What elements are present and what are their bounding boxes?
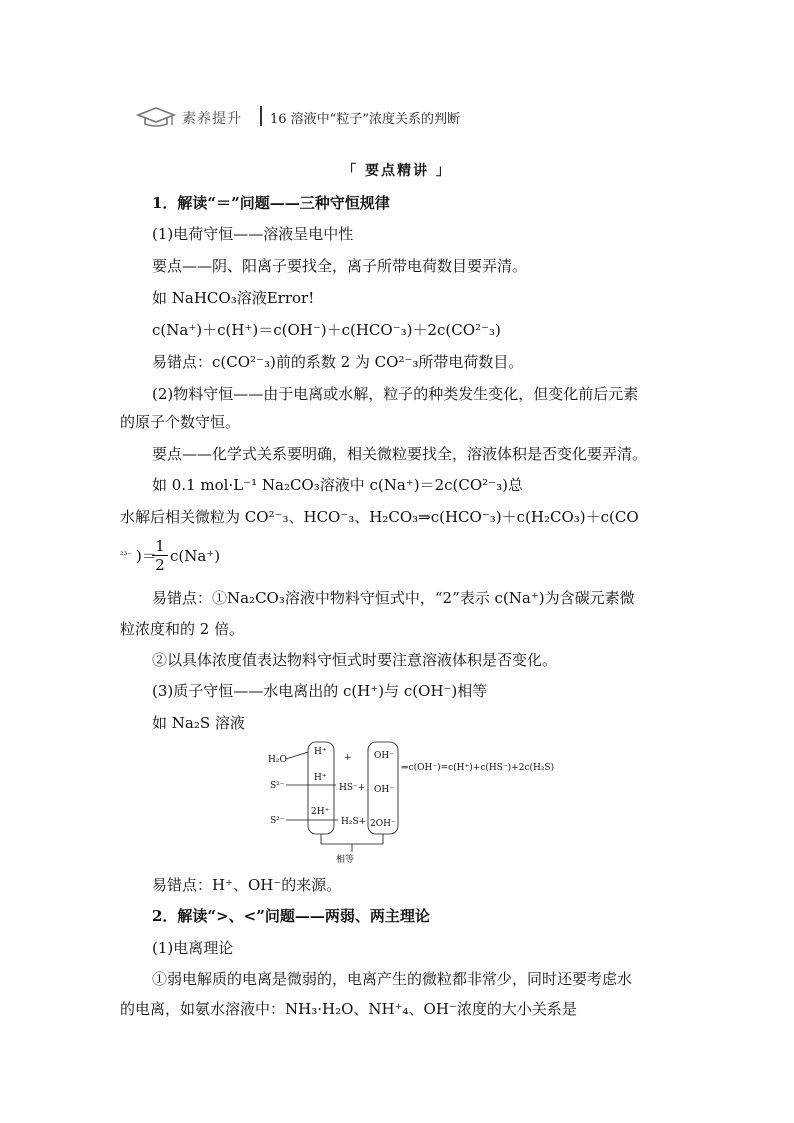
graduation-cap-icon: [136, 106, 178, 128]
text-line: 要点——阴、阳离子要找全，离子所带电荷数目要弄清。: [152, 257, 528, 275]
fraction-numerator: 1: [155, 537, 165, 555]
material-conservation-title: (2)物料守恒——由于电离或水解，粒子的种类发生变化，但变化前后元素: [152, 385, 639, 403]
proton-conservation-diagram: [264, 740, 564, 868]
equal-bracket: [321, 834, 383, 844]
section-heading: 「 要点精讲 」: [342, 163, 452, 179]
section-label: 素养提升: [182, 111, 242, 127]
lesson-title: 16 溶液中“粒子”浓度关系的判断: [270, 112, 460, 127]
text-line: 易错点：H⁺、OH⁻的来源。: [152, 876, 342, 894]
label-plus: +: [344, 753, 352, 763]
label-h2o: H₂O: [268, 755, 287, 765]
proton-conservation-title: (3)质子守恒——水电离出的 c(H⁺)与 c(OH⁻)相等: [152, 682, 488, 700]
header-divider: [260, 106, 262, 126]
diagram-equation: ⇒c(OH⁻)=c(H⁺)+c(HS⁻)+2c(H₂S): [401, 763, 555, 773]
text-line: 如 NaHCO₃溶液Error!: [152, 289, 315, 307]
text-line: ②以具体浓度值表达物料守恒式时要注意溶液体积是否变化。: [152, 651, 558, 669]
text-line: 水解后相关微粒为 CO²⁻₃、HCO⁻₃、H₂CO₃⇒c(HCO⁻₃)＋c(H₂CO₃)＋c(CO: [120, 508, 639, 526]
label-h2s: H₂S+: [341, 817, 367, 827]
text-line: 的原子个数守恒。: [120, 413, 241, 431]
ionization-theory-title: (1)电离理论: [152, 939, 234, 957]
page-header: [136, 106, 676, 130]
label-s2-b: S²⁻: [270, 816, 285, 826]
text-line: ①弱电解质的电离是微弱的，电离产生的微粒都非常少，同时还要考虑水: [152, 970, 633, 988]
superscript-23: ²³⁻: [120, 551, 132, 561]
point-2-heading: 2．解读“>、<”问题——两弱、两主理论: [152, 907, 430, 925]
text-line: 粒浓度和的 2 倍。: [120, 620, 245, 638]
label-s2-a: S²⁻: [270, 781, 285, 791]
label-oh-1: OH⁻: [374, 751, 394, 761]
label-equal: 相等: [336, 855, 355, 865]
fraction-denominator: 2: [152, 555, 168, 574]
text-line: 易错点：①Na₂CO₃溶液中物料守恒式中，“2”表示 c(Na⁺)为含碳元素微: [152, 589, 635, 607]
charge-conservation-title: (1)电荷守恒——溶液呈电中性: [152, 225, 354, 243]
equation-line: c(Na⁺)＋c(H⁺)＝c(OH⁻)＋c(HCO⁻₃)＋2c(CO²⁻₃): [152, 321, 501, 339]
text-line: 要点——化学式关系要明确，相关微粒要找全，溶液体积是否变化要弄清。: [152, 445, 648, 463]
arrow-line: [286, 752, 308, 759]
equation-after: c(Na⁺): [170, 547, 221, 565]
text-line: 易错点：c(CO²⁻₃)前的系数 2 为 CO²⁻₃所带电荷数目。: [152, 353, 524, 371]
label-hplus-2: H⁺: [314, 773, 327, 783]
label-2hplus: 2H⁺: [311, 807, 330, 817]
text-line: 的电离，如氨水溶液中：NH₃·H₂O、NH⁺₄、OH⁻浓度的大小关系是: [120, 1000, 577, 1018]
point-1-heading: 1．解读“＝”问题——三种守恒规律: [152, 194, 390, 212]
fraction-one-half: [152, 537, 168, 574]
label-2oh: 2OH⁻: [370, 819, 396, 829]
label-hs: HS⁻+: [339, 783, 366, 793]
text-line: 如 0.1 mol·L⁻¹ Na₂CO₃溶液中 c(Na⁺)＝2c(CO²⁻₃)总: [152, 476, 523, 494]
label-hplus: H⁺: [314, 747, 327, 757]
label-oh-2: OH⁻: [374, 785, 394, 795]
text-line: 如 Na₂S 溶液: [152, 714, 245, 732]
equation-tail: )＝: [136, 547, 157, 565]
